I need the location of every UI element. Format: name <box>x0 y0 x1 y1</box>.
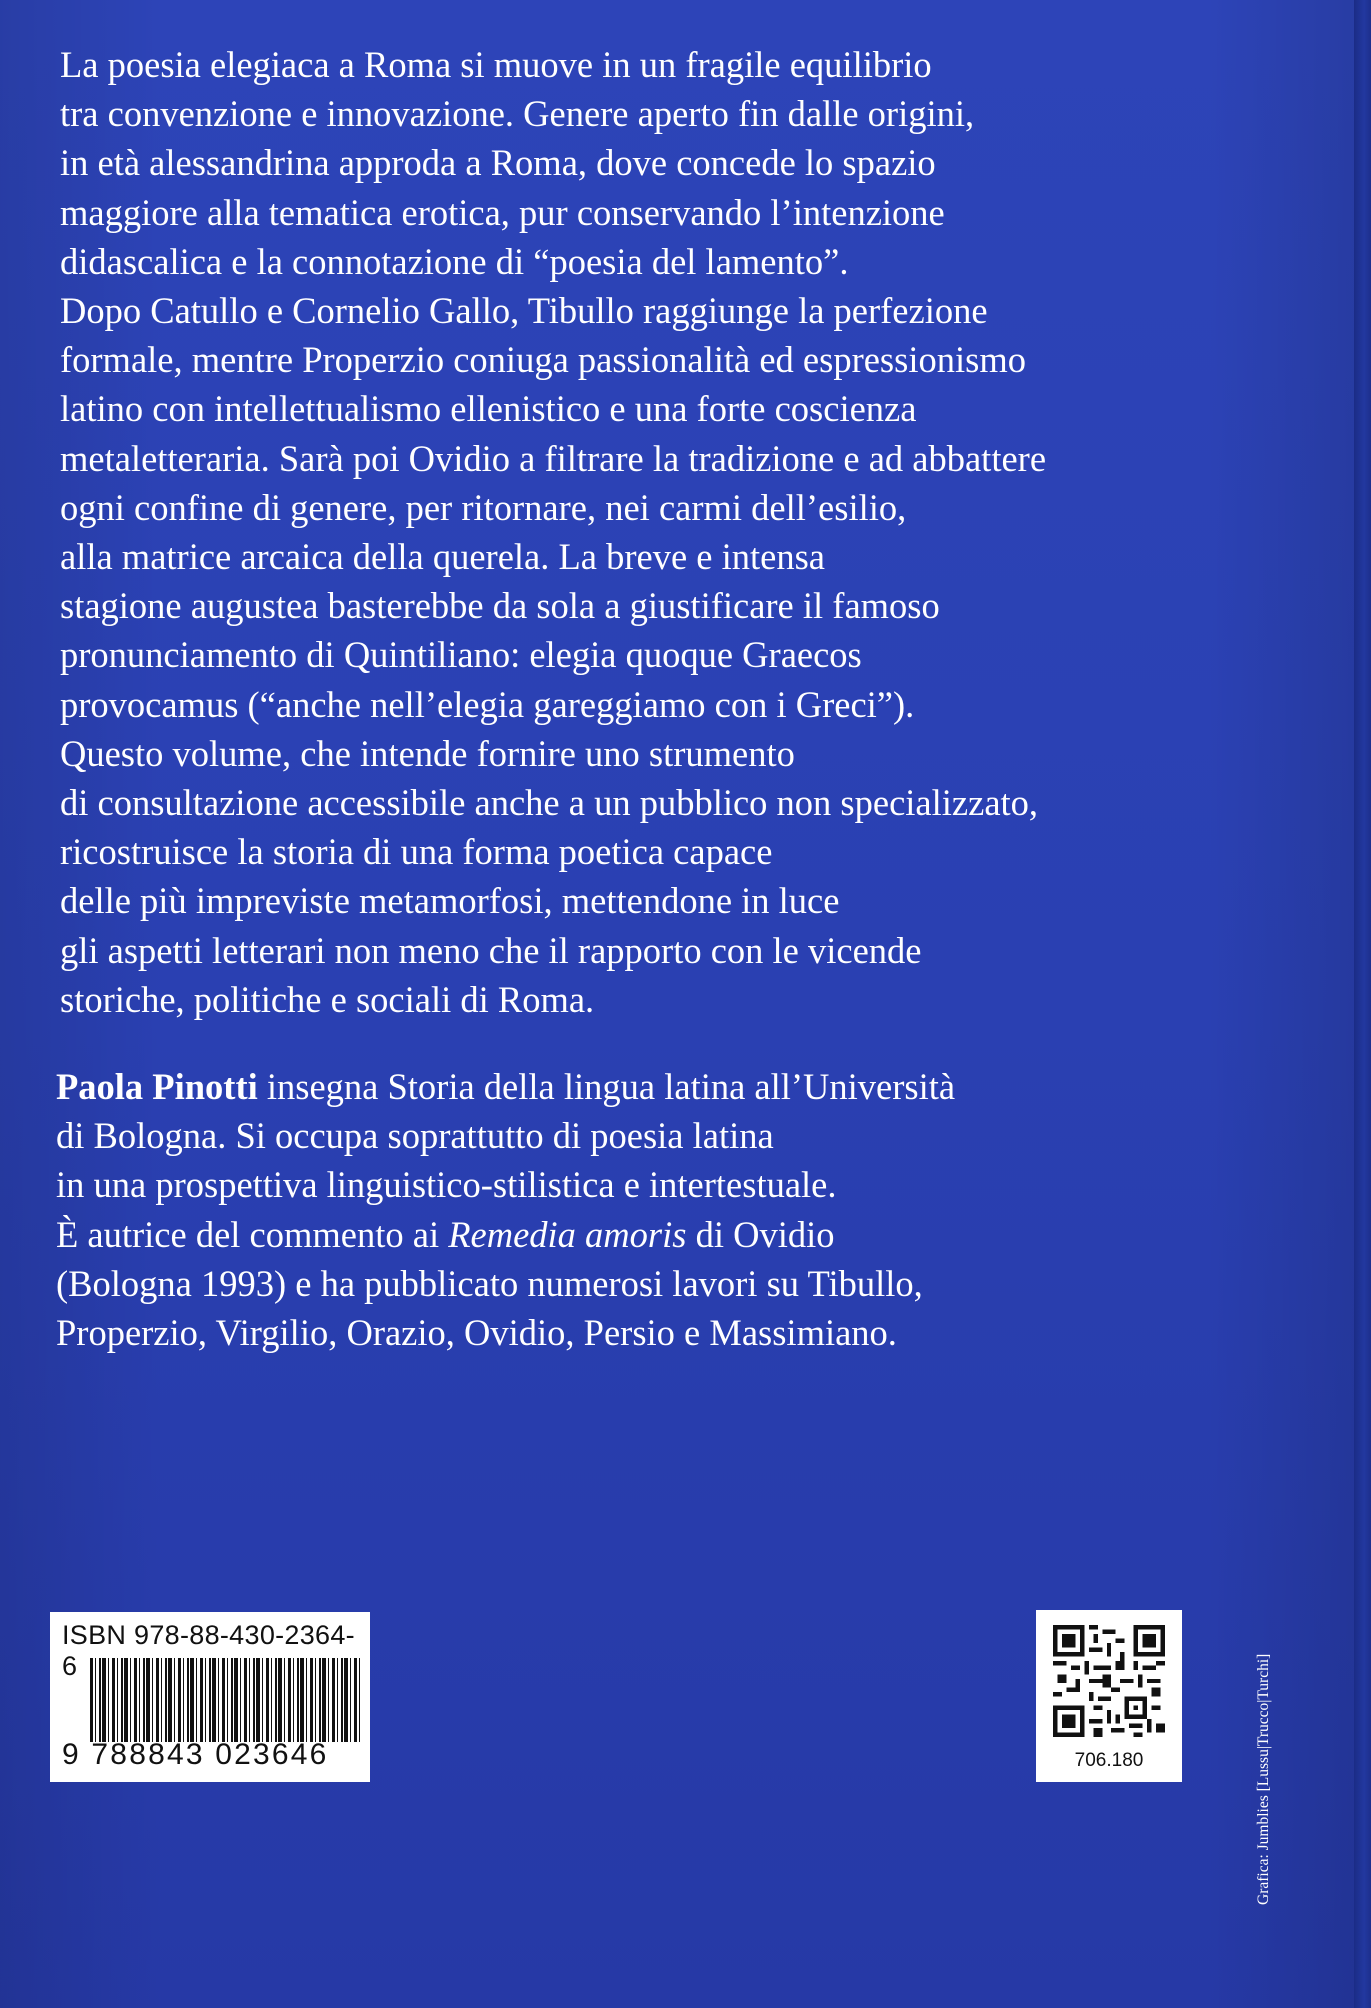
blurb-line: tra convenzione e innovazione. Genere aperto fin dalle origini, <box>60 93 975 135</box>
blurb-line: di consultazione accessibile anche a un pubblico non specializzato, <box>60 782 1039 824</box>
qr-code-icon <box>1053 1625 1165 1737</box>
blurb-line: stagione augustea basterebbe da sola a giustificare il famoso <box>60 585 940 627</box>
bio-line: di Bologna. Si occupa soprattutto di poesia latina <box>56 1115 774 1157</box>
blurb-line: latino con intellettualismo ellenistico e una forte coscienza <box>60 388 917 430</box>
bio-line <box>56 1062 1196 1111</box>
blurb-line: formale, mentre Properzio coniuga passionalità ed espressionismo <box>60 339 1026 381</box>
blurb-line: in età alessandrina approda a Roma, dove concede lo spazio <box>60 142 936 184</box>
blurb-text <box>60 40 1200 1024</box>
blurb-line: metaletteraria. Sarà poi Ovidio a filtrare la tradizione e ad abbattere <box>60 437 1047 479</box>
blurb-line: provocamus (“anche nell’elegia gareggiamo con i Greci”). <box>60 683 915 725</box>
bio-line: in una prospettiva linguistico-stilistica e intertestuale. <box>56 1164 837 1206</box>
work-title: Remedia amoris <box>448 1213 687 1255</box>
spine-edge <box>1354 0 1371 2008</box>
bio-line <box>56 1210 1196 1259</box>
barcode-icon <box>90 1658 360 1742</box>
blurb-line: maggiore alla tematica erotica, pur conservando l’intenzione <box>60 191 945 233</box>
qr-caption: 706.180 <box>1074 1750 1144 1771</box>
blurb-line: alla matrice arcaica della querela. La breve e intensa <box>60 536 826 578</box>
blurb-line: didascalica e la connotazione di “poesia del lamento”. <box>60 240 849 282</box>
blurb-line: delle più impreviste metamorfosi, mettendone in luce <box>60 880 840 922</box>
bio-line: (Bologna 1993) e ha pubblicato numerosi lavori su Tibullo, <box>56 1262 923 1304</box>
bio-text: È autrice del commento ai <box>56 1213 449 1255</box>
bio-text: insegna Storia della lingua latina all’Università <box>257 1066 956 1107</box>
isbn-label: ISBN 978-88-430-2364-6 <box>62 1620 355 1681</box>
design-credit: Grafica: Jumblies [Lussu|Trucco|Turchi] <box>1255 1653 1272 1905</box>
author-name: Paola Pinotti <box>56 1066 258 1107</box>
blurb-line: ricostruisce la storia di una forma poetica capace <box>60 831 773 873</box>
bio-text: di Ovidio <box>686 1213 835 1255</box>
blurb-line: La poesia elegiaca a Roma si muove in un fragile equilibrio <box>60 44 932 85</box>
barcode-digits: 9 788843 023646 <box>62 1738 329 1771</box>
blurb-line: storiche, politiche e sociali di Roma. <box>60 978 595 1020</box>
blurb-line: gli aspetti letterari non meno che il rapporto con le vicende <box>60 929 922 971</box>
author-bio <box>56 1062 1196 1357</box>
isbn-barcode-box <box>50 1612 370 1782</box>
bio-line: Properzio, Virgilio, Orazio, Ovidio, Persio e Massimiano. <box>56 1312 897 1354</box>
blurb-line: Questo volume, che intende fornire uno strumento <box>60 732 795 774</box>
blurb-line: pronunciamento di Quintiliano: elegia quoque Graecos <box>60 634 862 676</box>
qr-code-box <box>1036 1610 1182 1782</box>
blurb-line: Dopo Catullo e Cornelio Gallo, Tibullo raggiunge la perfezione <box>60 290 988 332</box>
blurb-line: ogni confine di genere, per ritornare, nei carmi dell’esilio, <box>60 486 907 528</box>
